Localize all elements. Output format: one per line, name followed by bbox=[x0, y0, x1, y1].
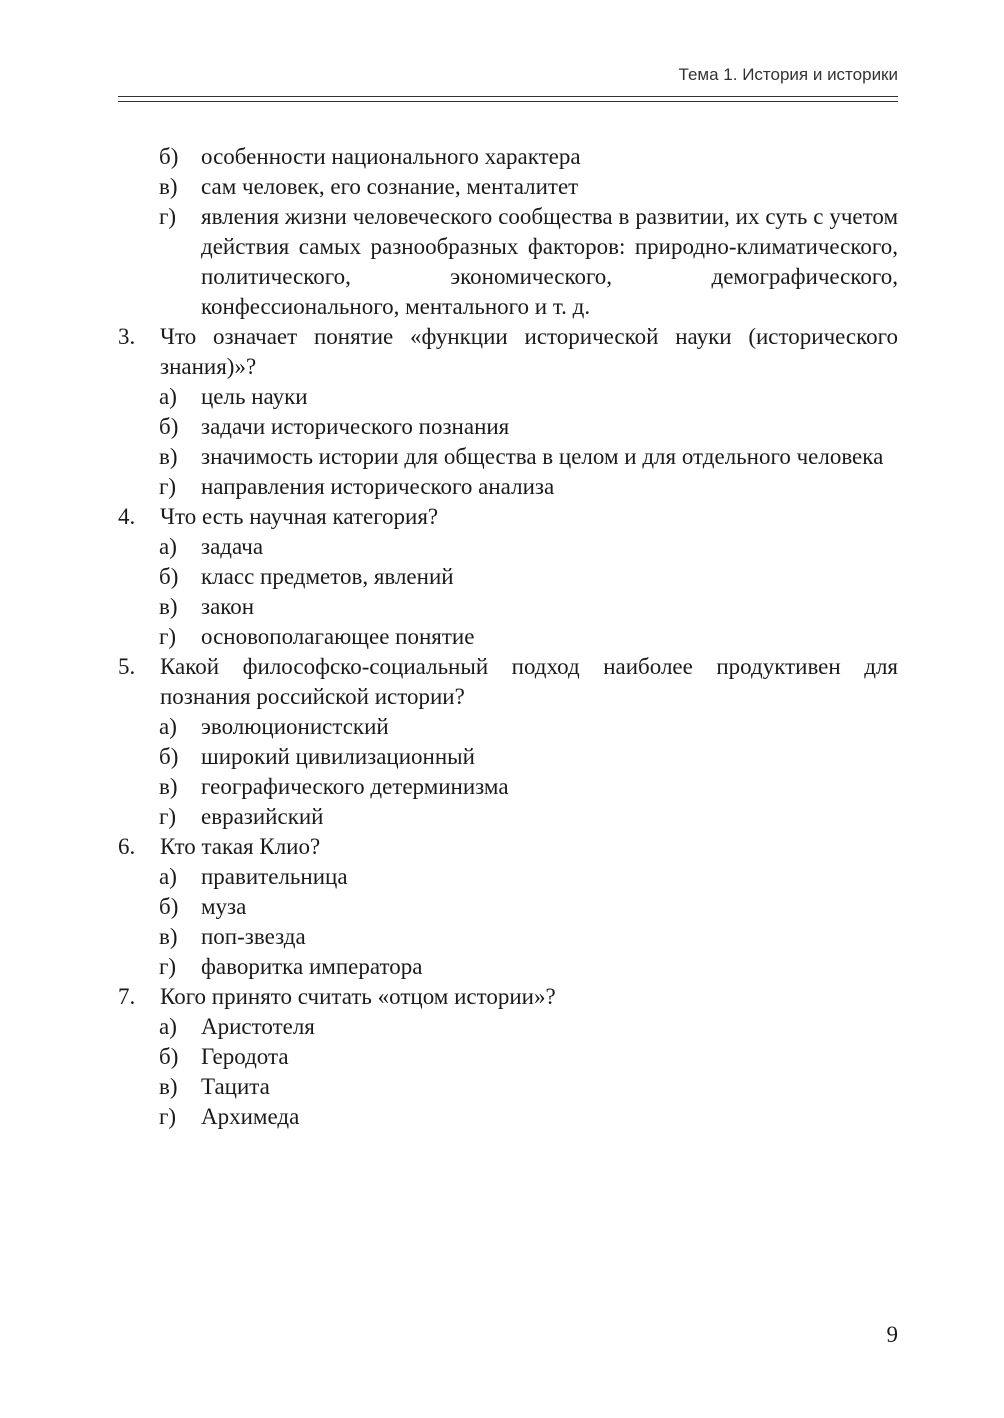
option-letter: г) bbox=[159, 804, 177, 829]
option-letter: а) bbox=[159, 714, 177, 739]
page-body bbox=[118, 142, 898, 1132]
option-letter: б) bbox=[159, 564, 179, 589]
option-item bbox=[118, 1012, 898, 1042]
option-letter: б) bbox=[159, 744, 179, 769]
option-text: правительница bbox=[201, 864, 348, 889]
option-letter: б) bbox=[159, 414, 179, 439]
option-item bbox=[118, 1072, 898, 1102]
option-text: муза bbox=[201, 894, 247, 919]
question-5 bbox=[118, 652, 898, 712]
option-text: цель науки bbox=[201, 384, 308, 409]
option-item bbox=[118, 622, 898, 652]
option-letter: в) bbox=[159, 924, 178, 949]
option-letter: б) bbox=[159, 144, 179, 169]
option-item bbox=[118, 892, 898, 922]
option-letter: а) bbox=[159, 1014, 177, 1039]
option-letter: г) bbox=[159, 954, 177, 979]
option-letter: в) bbox=[159, 174, 178, 199]
option-text: эволюционистский bbox=[201, 714, 389, 739]
option-letter: г) bbox=[159, 624, 177, 649]
option-item bbox=[118, 172, 898, 202]
page-number: 9 bbox=[886, 1322, 898, 1347]
question-text: Кто такая Клио? bbox=[160, 834, 321, 859]
option-item bbox=[118, 562, 898, 592]
option-text: евразийский bbox=[201, 804, 324, 829]
option-letter: г) bbox=[159, 1104, 177, 1129]
option-text: класс предметов, явлений bbox=[201, 564, 454, 589]
question-number: 6. bbox=[118, 834, 136, 859]
option-letter: г) bbox=[159, 474, 177, 499]
option-item bbox=[118, 1102, 898, 1132]
option-text: особенности национального характера bbox=[201, 144, 581, 169]
option-item bbox=[118, 1042, 898, 1072]
option-text: задача bbox=[201, 534, 264, 559]
option-letter: б) bbox=[159, 1044, 179, 1069]
option-letter: в) bbox=[159, 774, 178, 799]
option-text: Аристотеля bbox=[201, 1014, 315, 1039]
question-number: 5. bbox=[118, 654, 136, 679]
option-item bbox=[118, 442, 898, 472]
option-text: широкий цивилизационный bbox=[201, 744, 475, 769]
option-letter: б) bbox=[159, 894, 179, 919]
option-item bbox=[118, 382, 898, 412]
option-text: поп-звезда bbox=[201, 924, 306, 949]
option-text: направления исторического анализа bbox=[201, 474, 555, 499]
option-letter: в) bbox=[159, 594, 178, 619]
option-letter: г) bbox=[159, 204, 177, 229]
question-number: 7. bbox=[118, 984, 136, 1009]
option-item bbox=[118, 802, 898, 832]
option-letter: в) bbox=[159, 1074, 178, 1099]
question-text: Что есть научная категория? bbox=[160, 504, 439, 529]
option-item bbox=[118, 412, 898, 442]
question-text: Какой философско-социальный подход наиболее продуктивен для познания российской истории? bbox=[160, 654, 898, 709]
question-text: Что означает понятие «функции исторической науки (исторического знания)»? bbox=[160, 324, 898, 379]
header-rule-bottom bbox=[118, 101, 898, 102]
option-item bbox=[118, 742, 898, 772]
question-4 bbox=[118, 502, 898, 532]
option-item bbox=[118, 472, 898, 502]
option-text: фаворитка императора bbox=[201, 954, 423, 979]
option-text: задачи исторического познания bbox=[201, 414, 510, 439]
option-item bbox=[118, 532, 898, 562]
option-item bbox=[118, 592, 898, 622]
option-item bbox=[118, 952, 898, 982]
option-item bbox=[118, 862, 898, 892]
option-letter: а) bbox=[159, 864, 177, 889]
option-text: закон bbox=[201, 594, 255, 619]
option-item bbox=[118, 772, 898, 802]
question-7 bbox=[118, 982, 898, 1012]
option-text: основополагающее понятие bbox=[201, 624, 475, 649]
running-header: Тема 1. История и историки bbox=[678, 65, 898, 84]
option-item bbox=[118, 712, 898, 742]
option-text: географического детерминизма bbox=[201, 774, 509, 799]
question-6 bbox=[118, 832, 898, 862]
header-rule-top bbox=[118, 96, 898, 97]
option-text: значимость истории для общества в целом и для отдельного человека bbox=[201, 444, 884, 469]
option-item bbox=[118, 142, 898, 172]
question-number: 3. bbox=[118, 324, 136, 349]
question-number: 4. bbox=[118, 504, 136, 529]
question-3 bbox=[118, 322, 898, 382]
option-text: Тацита bbox=[201, 1074, 270, 1099]
question-text: Кого принято считать «отцом истории»? bbox=[160, 984, 556, 1009]
option-letter: а) bbox=[159, 384, 177, 409]
option-letter: а) bbox=[159, 534, 177, 559]
option-item bbox=[118, 922, 898, 952]
option-text: явления жизни человеческого сообщества в развитии, их суть с учетом действия самых разнообразных факторов: природно-климатического, политического, экономического, демографического, конфессионального, ментального и т. д. bbox=[201, 204, 898, 319]
option-letter: в) bbox=[159, 444, 178, 469]
option-text: Архимеда bbox=[201, 1104, 300, 1129]
option-item bbox=[118, 202, 898, 322]
option-text: Геродота bbox=[201, 1044, 289, 1069]
option-text: сам человек, его сознание, менталитет bbox=[201, 174, 579, 199]
